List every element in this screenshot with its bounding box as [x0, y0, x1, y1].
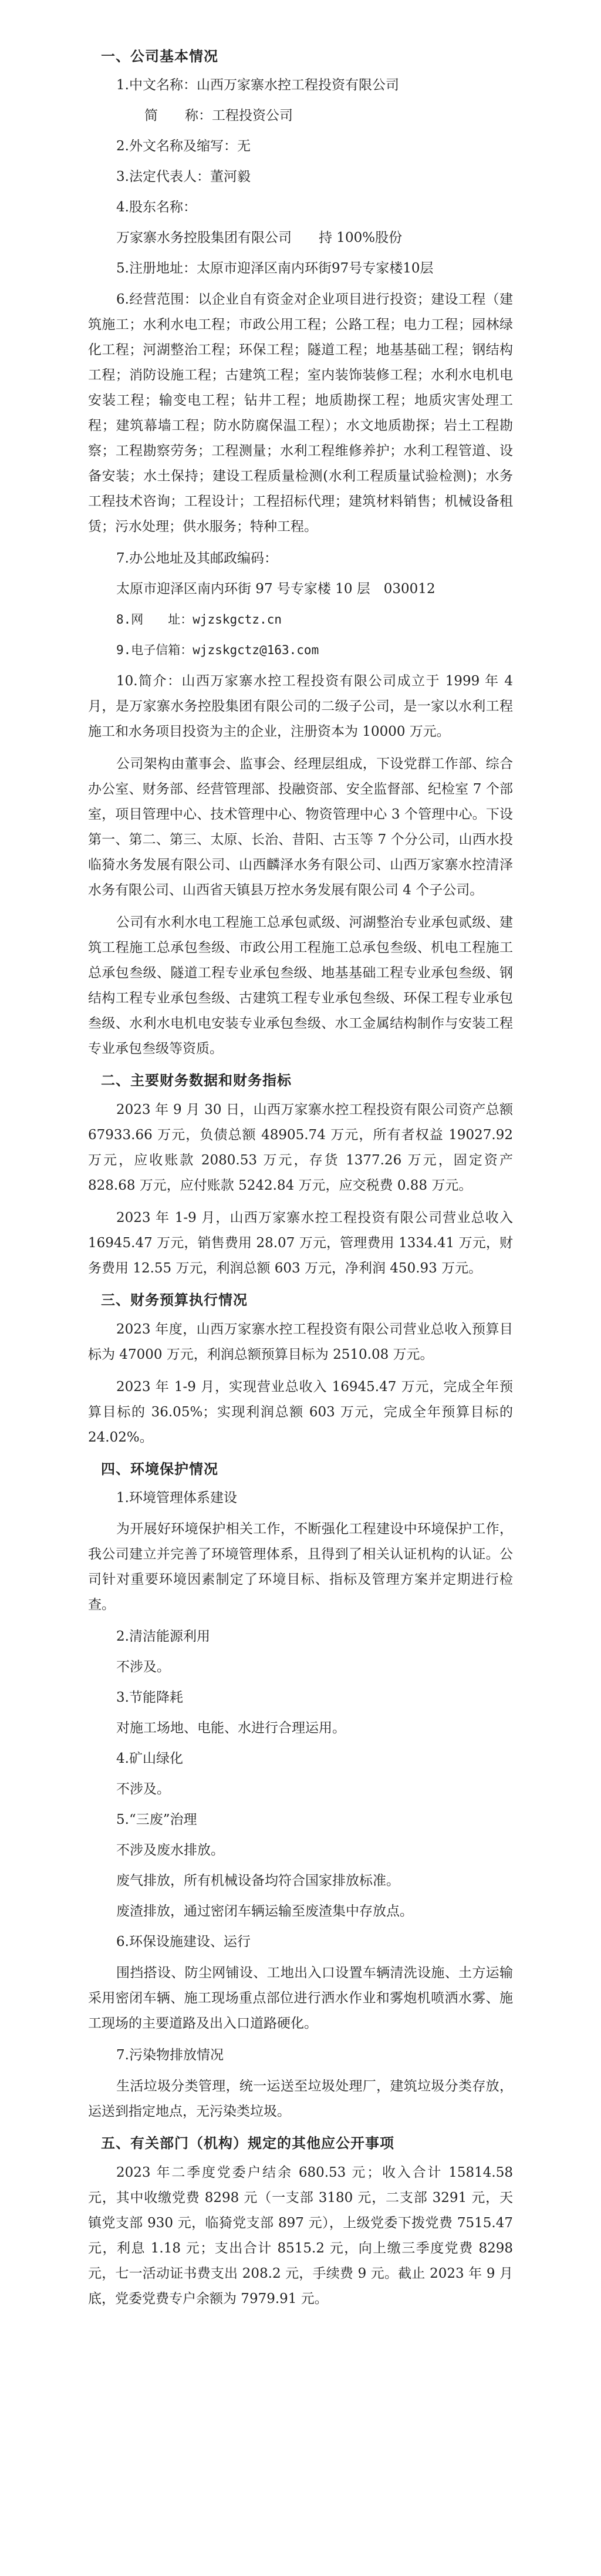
company-structure: 公司架构由董事会、监事会、经理层组成，下设党群工作部、综合办公室、财务部、经营管理部、投融资部、安全监督部、纪检室 7 个部室，项目管理中心、技术管理中心、物资管理中心 3 个管理中心。下设第一、第二、第三、太原、长治、昔阳、古玉等 7 个分公司，山西水投临猗水务发展有限公司、山西麟泽水务有限公司、山西万家寨水控清泽水务有限公司、山西省天镇县万控水务发展有限公司 4 个子公司。	[88, 756, 513, 898]
mine-greening-text: 不涉及。	[116, 1782, 170, 1797]
short-name: 简 称：工程投资公司	[144, 108, 293, 123]
env-heading-6: 6.环保设施建设、运行	[116, 1934, 251, 1949]
section-title-other-disclosures: 五、有关部门（机构）规定的其他应公开事项	[101, 2135, 394, 2151]
clean-energy-text: 不涉及。	[116, 1659, 170, 1675]
email: 9.电子信箱：wjzskgctz@163.com	[116, 643, 319, 657]
waste-residue-text: 废渣排放，通过密闭车辆运输至废渣集中存放点。	[116, 1904, 413, 1919]
section-title-budget: 三、财务预算执行情况	[101, 1292, 248, 1308]
party-fee-disclosure: 2023 年二季度党委户结余 680.53 元；收入合计 15814.58 元，其中收缴党费 8298 元（一支部 3180 元，二支部 3291 元，天镇党支部 930 元，临猗党支部 897 元），上级党委下拨党费 7515.47 元，利息 1.18 元；支出合计 8515.2 元，向上缴三季度党费 8298 元，七一活动证书费支出 208.2 元，手续费 9 元。截止 2023 年 9 月底，党委党费专户余额为 7979.91 元。	[88, 2165, 513, 2306]
shareholder-label: 4.股东名称：	[116, 200, 197, 215]
env-heading-2: 2.清洁能源利用	[116, 1629, 210, 1644]
office-address-value: 太原市迎泽区南内环街 97 号专家楼 10 层 030012	[116, 581, 435, 597]
section-title-company-info: 一、公司基本情况	[101, 48, 218, 65]
shareholder-value: 万家寨水务控股集团有限公司 持 100%股份	[116, 230, 403, 245]
budget-execution: 2023 年 1-9 月，实现营业总收入 16945.47 万元，完成全年预算目标的 36.05%；实现利润总额 603 万元，完成全年预算目标的 24.02%。	[88, 1379, 513, 1445]
env-heading-5: 5.“三废”治理	[116, 1812, 197, 1827]
section-title-environment: 四、环境保护情况	[101, 1461, 218, 1477]
office-address-label: 7.办公地址及其邮政编码：	[116, 551, 278, 566]
pollutant-discharge-text: 生活垃圾分类管理，统一运送至垃圾处理厂，建筑垃圾分类存放，运送到指定地点，无污染类垃圾。	[88, 2079, 513, 2119]
registered-address: 5.注册地址：太原市迎泽区南内环街97号专家楼10层	[116, 261, 434, 276]
income-summary: 2023 年 1-9 月，山西万家寨水控工程投资有限公司营业总收入 16945.47 万元，销售费用 28.07 万元，管理费用 1334.41 万元，财务费用 12.55 万元，利润总额 603 万元，净利润 450.93 万元。	[88, 1210, 513, 1276]
env-heading-1: 1.环境管理体系建设	[116, 1490, 237, 1506]
waste-gas-text: 废气排放，所有机械设备均符合国家排放标准。	[116, 1873, 400, 1888]
env-facilities-text: 围挡搭设、防尘网铺设、工地出入口设置车辆清洗设施、土方运输采用密闭车辆、施工现场重点部位进行洒水作业和雾炮机喷洒水雾、施工现场的主要道路及出入口道路硬化。	[88, 1965, 513, 2031]
legal-representative: 3.法定代表人：董河毅	[116, 169, 251, 184]
energy-saving-text: 对施工场地、电能、水进行合理运用。	[116, 1720, 346, 1736]
website: 8.网 址：wjzskgctz.cn	[116, 612, 282, 627]
budget-targets: 2023 年度，山西万家寨水控工程投资有限公司营业总收入预算目标为 47000 万元，利润总额预算目标为 2510.08 万元。	[88, 1322, 513, 1362]
company-intro: 10.简介：山西万家寨水控工程投资有限公司成立于 1999 年 4 月，是万家寨水务控股集团有限公司的二级子公司，是一家以水利工程施工和水务项目投资为主的企业，注册资本为 10000 万元。	[88, 674, 513, 739]
chinese-name: 1.中文名称：山西万家寨水控工程投资有限公司	[116, 78, 399, 93]
env-heading-3: 3.节能降耗	[116, 1690, 183, 1705]
env-heading-7: 7.污染物排放情况	[116, 2048, 224, 2063]
business-scope: 6.经营范围：以企业自有资金对企业项目进行投资；建设工程（建筑施工；水利水电工程；市政公用工程；公路工程；电力工程；园林绿化工程；河湖整治工程；环保工程；隧道工程；地基基础工程；钢结构工程；消防设施工程；古建筑工程；室内装饰装修工程；水利水电机电安装工程；输变电工程；钻井工程；地质勘探工程；地质灾害处理工程；建筑幕墙工程；防水防腐保温工程）；水文地质勘探；岩土工程勘察；工程勘察劳务；工程测量；水利工程维修养护；水利工程管道、设备安装；水土保持；建设工程质量检测(水利工程质量试验检测)；水务工程技术咨询；工程设计；工程招标代理；建筑材料销售；机械设备租赁；污水处理；供水服务；特种工程。	[88, 292, 513, 534]
balance-sheet-summary: 2023 年 9 月 30 日，山西万家寨水控工程投资有限公司资产总额 67933.66 万元，负债总额 48905.74 万元，所有者权益 19027.92 万元，应收账款 2080.53 万元，存货 1377.26 万元，固定资产 828.68 万元，应付账款 5242.84 万元，应交税费 0.88 万元。	[88, 1102, 513, 1193]
section-title-financial-data: 二、主要财务数据和财务指标	[101, 1072, 292, 1089]
company-qualifications: 公司有水利水电工程施工总承包贰级、河湖整治专业承包贰级、建筑工程施工总承包叁级、市政公用工程施工总承包叁级、机电工程施工总承包叁级、隧道工程专业承包叁级、地基基础工程专业承包叁级、钢结构工程专业承包叁级、古建筑工程专业承包叁级、环保工程专业承包叁级、水利水电机电安装专业承包叁级、水工金属结构制作与安装工程专业承包叁级等资质。	[88, 915, 513, 1056]
foreign-name: 2.外文名称及缩写：无	[116, 139, 251, 154]
waste-water-text: 不涉及废水排放。	[116, 1843, 224, 1858]
env-management-text: 为开展好环境保护相关工作，不断强化工程建设中环境保护工作，我公司建立并完善了环境管理体系，且得到了相关认证机构的认证。公司针对重要环境因素制定了环境目标、指标及管理方案并定期进行检查。	[88, 1521, 513, 1612]
env-heading-4: 4.矿山绿化	[116, 1751, 183, 1766]
